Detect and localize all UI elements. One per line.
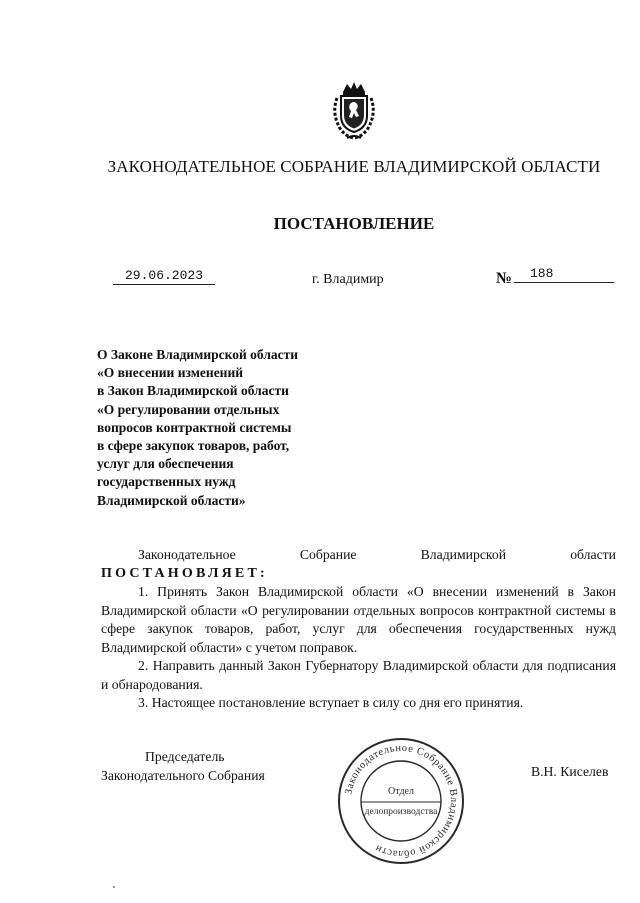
coat-of-arms-icon — [327, 80, 381, 142]
subject-line: О Законе Владимирской области — [97, 347, 299, 362]
intro-word: Владимирской — [420, 547, 507, 562]
intro-word: Собрание — [299, 547, 357, 562]
official-stamp — [336, 736, 466, 866]
intro-line — [101, 546, 616, 565]
subject-line: Владимирской области» — [97, 492, 246, 508]
stamp-center-line2: делопроизводства — [364, 807, 438, 817]
signatory-title — [101, 748, 265, 785]
subject-block — [97, 346, 357, 510]
subject-line: «О регулировании отдельных — [97, 401, 280, 417]
signatory-name: В.Н. Киселев — [531, 764, 609, 779]
subject-line: государственных нужд — [97, 474, 236, 490]
subject-line: вопросов контрактной системы — [97, 419, 292, 435]
scan-speck — [113, 886, 115, 888]
number-sign: № — [496, 270, 513, 287]
subject-line: в сфере закупок товаров, работ, — [97, 438, 290, 454]
paragraph-1: 1. Принять Закон Владимирской области «О внесении изменений в Закон Владимирской области «О регулировании отдельных вопросов контрактной системы в сфере закупок товаров, работ, услуг для обеспечения государственных нужд Владимирской области» с учетом поправок. — [101, 584, 616, 655]
document-city: г. Владимир — [312, 272, 384, 287]
stamp-ring-text: Законодательное Собрание Владимирской области — [343, 742, 460, 860]
document-date: 29.06.2023 — [113, 268, 215, 285]
subject-line: услуг для обеспечения — [97, 456, 234, 472]
signatory-title-line2: Законодательного Собрания — [101, 767, 265, 783]
stamp-center-line1: Отдел — [388, 786, 414, 797]
paragraph-3: 3. Настоящее постановление вступает в силу со дня его принятия. — [138, 695, 524, 710]
intro-word: Законодательное — [138, 547, 236, 562]
paragraph-2: 2. Направить данный Закон Губернатору Владимирской области для подписания и обнародования. — [101, 658, 616, 692]
decrees-heading: ПОСТАНОВЛЯЕТ: — [101, 565, 268, 581]
document-body — [101, 546, 616, 713]
document-number: 188 — [514, 266, 614, 283]
intro-word: области — [570, 547, 616, 562]
document-type: ПОСТАНОВЛЕНИЕ — [273, 214, 435, 233]
subject-line: «О внесении изменений — [97, 365, 244, 381]
organization-title: ЗАКОНОДАТЕЛЬНОЕ СОБРАНИЕ ВЛАДИМИРСКОЙ ОБЛАСТИ — [107, 157, 601, 176]
signatory-title-line1: Председатель — [145, 749, 225, 764]
subject-line: в Закон Владимирской области — [97, 383, 289, 399]
